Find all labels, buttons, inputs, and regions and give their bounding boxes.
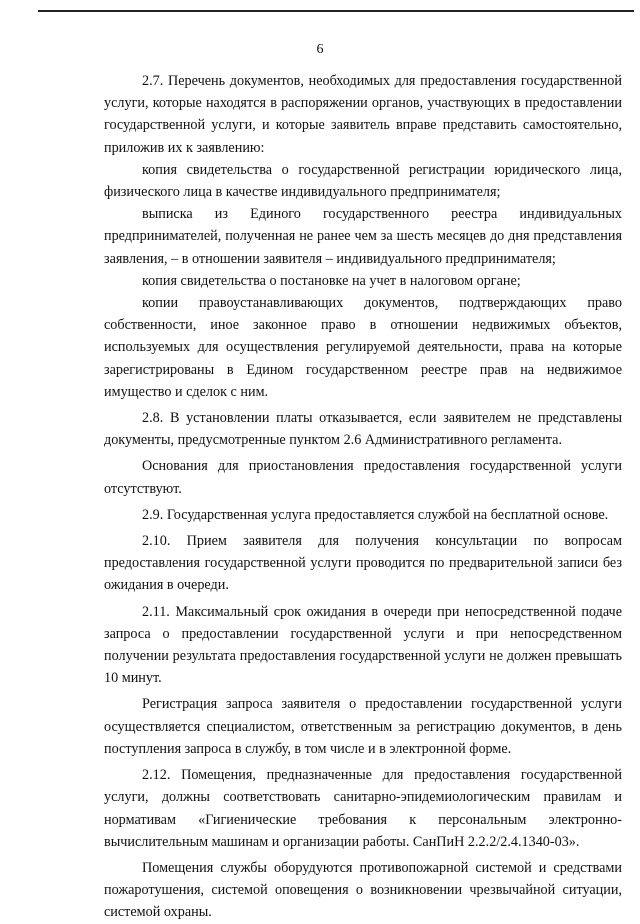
list-item-tax-certificate: копия свидетельства о постановке на учет в налоговом органе; [142, 272, 521, 289]
document-body [104, 70, 622, 924]
paragraph-premises-equipment: Помещения службы оборудуются противопожарной системой и средствами пожаротушения, системой оповещения о возникновении чрезвычайной ситуации, системой охраны. [104, 859, 622, 921]
list-item-title-documents: копии правоустанавливающих документов, подтверждающих право собственности, иное законное право в отношении недвижимых объектов, используемых для осуществления регулируемой деятельности, права на которые зарегистрированы в Едином государственном реестре прав на недвижимое имущество и сделок с ним. [104, 295, 622, 400]
paragraph-2-9: 2.9. Государственная услуга предоставляется службой на бесплатной основе. [142, 506, 609, 523]
page-number: 6 [316, 42, 324, 57]
paragraph-2-12: 2.12. Помещения, предназначенные для предоставления государственной услуги, должны соответствовать санитарно-эпидемиологическим правилам и нормативам «Гигиенические требования к персональным электронно-вычислительным машинам и организации работы. СанПиН 2.2.2/2.4.1340-03». [104, 767, 622, 850]
list-item-registration-certificate: копия свидетельства о государственной регистрации юридического лица, физического лица в качестве индивидуального предпринимателя; [104, 161, 622, 201]
paragraph-2-11: 2.11. Максимальный срок ожидания в очереди при непосредственной подаче запроса о предоставлении государственной услуги и при непосредственном получении результата предоставления государственной услуги не должен превышать 10 минут. [104, 603, 622, 687]
top-rule [38, 10, 634, 12]
paragraph-request-registration: Регистрация запроса заявителя о предоставлении государственной услуги осуществляется специалистом, ответственным за регистрацию документов, в день поступления запроса в службу, в том числе и в электронной форме. [104, 696, 622, 757]
paragraph-suspension-grounds: Основания для приостановления предоставления государственной услуги отсутствуют. [104, 458, 622, 497]
paragraph-2-8: 2.8. В установлении платы отказывается, если заявителем не представлены документы, предусмотренные пунктом 2.6 Административного регламента. [104, 410, 622, 449]
list-item-egrip-extract: выписка из Единого государственного реестра индивидуальных предпринимателей, полученная не ранее чем за шесть месяцев до дня представления заявления, – в отношении заявителя – индивидуального предпринимателя; [104, 206, 622, 267]
paragraph-2-7: 2.7. Перечень документов, необходимых для предоставления государственной услуги, которые находятся в распоряжении органов, участвующих в предоставлении государственной услуги, и которые заявитель вправе представить самостоятельно, приложив их к заявлению: [104, 73, 622, 156]
paragraph-2-10: 2.10. Прием заявителя для получения консультации по вопросам предоставления государственной услуги проводится по предварительной записи без ожидания в очереди. [104, 533, 622, 594]
